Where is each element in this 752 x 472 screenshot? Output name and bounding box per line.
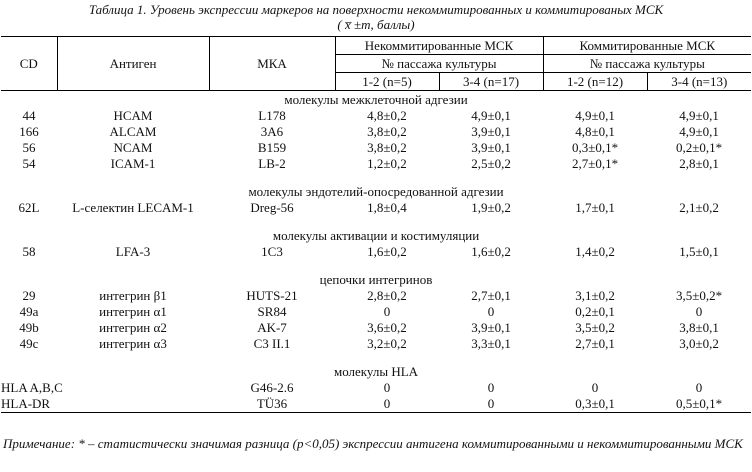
value-uncommitted-1-2: 0 [335,396,439,413]
header-committed: Коммитированные МСК [543,37,751,55]
value-uncommitted-3-4: 2,7±0,1 [471,288,511,303]
value-committed-1-2: 0,3±0,1* [571,140,619,155]
antigen-cell: интегрин α2 [99,320,167,335]
value-committed-3-4: 3,5±0,2* [675,288,723,303]
header-antigen: Антиген [57,37,209,91]
cd-cell: HLA A,B,C [1,380,63,395]
mka-cell: Dreg-56 [250,200,294,215]
section-row [1,183,751,200]
antigen-cell: LFA-3 [115,244,151,259]
value-uncommitted-1-2: 1,8±0,4 [367,200,407,215]
value-committed-1-2: 0,3±0,1 [543,396,647,413]
section-title: молекулы HLA [333,363,419,379]
spacer-cell [1,172,751,183]
section-title: молекулы межклеточной адгезии [284,91,468,107]
section-row [1,227,751,244]
value-committed-1-2: 1,7±0,1 [575,200,615,215]
header-passage-committed: № пассажа культуры [543,55,751,73]
value-uncommitted-3-4: 3,9±0,1 [471,320,511,335]
mka-cell: 3A6 [260,124,284,139]
value-uncommitted-3-4: 0 [487,304,495,319]
value-uncommitted-3-4: 0 [487,380,495,395]
mka-cell: C3 II.1 [253,336,291,351]
mka-cell: AK-7 [257,320,287,335]
mka-cell: G46-2.6 [250,380,294,395]
header-passage-3-4-uncommitted: 3-4 (n=17) [439,73,543,91]
mka-cell: TÜ36 [209,396,335,413]
value-uncommitted-3-4: 3,9±0,1 [471,124,511,139]
table-row [1,336,751,352]
value-committed-1-2: 4,8±0,1 [575,124,615,139]
header-passage-1-2-uncommitted: 1-2 (n=5) [335,73,439,91]
value-committed-1-2: 0 [591,380,599,395]
section-spacer [1,260,751,271]
value-committed-3-4: 3,8±0,1 [679,320,719,335]
header-passage-3-4-committed: 3-4 (n=13) [647,73,751,91]
cd-cell: 49b [19,320,39,335]
value-committed-1-2: 4,9±0,1 [575,108,615,123]
cd-cell: 54 [22,156,36,171]
value-uncommitted-3-4: 1,9±0,2 [471,200,511,215]
table-row [1,288,751,304]
section-row [1,271,751,288]
value-committed-1-2: 0,2±0,1 [575,304,615,319]
table-row [1,108,751,124]
table-row [1,200,751,216]
value-uncommitted-3-4: 4,9±0,1 [471,108,511,123]
value-committed-3-4: 0 [695,304,703,319]
section-row [1,363,751,380]
value-uncommitted-3-4: 2,5±0,2 [471,156,511,171]
value-uncommitted-1-2: 1,6±0,2 [367,244,407,259]
header-uncommitted: Некоммитированные МСК [335,37,543,55]
table-row [1,140,751,156]
value-committed-3-4: 4,9±0,1 [679,124,719,139]
value-uncommitted-1-2: 0 [383,380,391,395]
cd-cell: 62L [18,200,40,215]
antigen-cell: NCAM [113,140,153,155]
spacer-cell [1,216,751,227]
value-committed-3-4: 4,9±0,1 [679,108,719,123]
footnote: Примечание: * – статистически значимая разница (p<0,05) экспрессии антигена коммитированными и некоммитированными МСК [3,436,743,451]
table-row [1,396,751,413]
value-committed-1-2: 3,5±0,2 [575,320,615,335]
header-cd: CD [1,37,57,91]
antigen-cell: интегрин α3 [99,336,167,351]
expression-table [1,36,751,413]
antigen-cell: ALCAM [109,124,157,139]
antigen-cell: L-селектин LECAM-1 [72,200,194,215]
value-uncommitted-1-2: 2,8±0,2 [367,288,407,303]
value-committed-3-4: 0 [695,380,703,395]
cd-cell: 166 [19,124,39,139]
mka-cell: B159 [257,140,287,155]
section-title: цепочки интегринов [319,271,433,287]
mka-cell: HUTS-21 [246,288,298,303]
header-mka: МКА [209,37,335,91]
table-caption-units: ( x̅ ±m, баллы) [337,17,415,32]
table-row [1,304,751,320]
value-committed-1-2: 2,7±0,1 [575,336,615,351]
antigen-cell: ICAM-1 [110,156,156,171]
mka-cell: 1C3 [261,244,283,259]
table-caption: Таблица 1. Уровень экспрессии маркеров на поверхности некоммитированных и коммитированых МСК [88,2,664,17]
antigen-cell: интегрин α1 [99,304,167,319]
table-row [1,380,751,396]
cd-cell: 49a [19,304,39,319]
value-uncommitted-3-4: 3,3±0,1 [471,336,511,351]
table-row [1,124,751,140]
value-committed-3-4: 2,8±0,1 [679,156,719,171]
section-title: молекулы активации и костимуляции [272,227,480,243]
value-uncommitted-1-2: 0 [383,304,391,319]
cd-cell: 44 [22,108,36,123]
cd-cell: 29 [22,288,36,303]
mka-cell: L178 [258,108,286,123]
spacer-cell [1,352,751,363]
section-row [1,91,751,109]
value-committed-3-4: 1,5±0,1 [679,244,719,259]
antigen-cell: интегрин β1 [99,288,167,303]
section-title: молекулы эндотелий-опосредованной адгезии [248,183,504,199]
spacer-cell [1,260,751,271]
antigen-cell: HCAM [113,108,153,123]
value-committed-3-4: 0,2±0,1* [675,140,723,155]
table-row [1,320,751,336]
value-committed-3-4: 2,1±0,2 [679,200,719,215]
value-uncommitted-1-2: 3,8±0,2 [367,140,407,155]
value-uncommitted-1-2: 1,2±0,2 [367,156,407,171]
cd-cell: HLA-DR [1,396,209,413]
table-row [1,244,751,260]
value-committed-3-4: 3,0±0,2 [679,336,719,351]
cd-cell: 58 [22,244,36,259]
mka-cell: LB-2 [258,156,286,171]
value-committed-3-4: 0,5±0,1* [647,396,751,413]
section-spacer [1,216,751,227]
value-committed-1-2: 3,1±0,2 [575,288,615,303]
value-uncommitted-3-4: 0 [439,396,543,413]
mka-cell: SR84 [257,304,287,319]
table-row [1,156,751,172]
value-uncommitted-1-2: 4,8±0,2 [367,108,407,123]
section-spacer [1,352,751,363]
value-uncommitted-1-2: 3,6±0,2 [367,320,407,335]
header-passage-uncommitted: № пассажа культуры [335,55,543,73]
value-uncommitted-3-4: 3,9±0,1 [471,140,511,155]
value-uncommitted-1-2: 3,2±0,2 [367,336,407,351]
value-committed-1-2: 2,7±0,1* [571,156,619,171]
value-uncommitted-3-4: 1,6±0,2 [471,244,511,259]
section-spacer [1,172,751,183]
cd-cell: 56 [22,140,36,155]
header-passage-1-2-committed: 1-2 (n=12) [543,73,647,91]
value-uncommitted-1-2: 3,8±0,2 [367,124,407,139]
value-committed-1-2: 1,4±0,2 [575,244,615,259]
cd-cell: 49c [19,336,39,351]
